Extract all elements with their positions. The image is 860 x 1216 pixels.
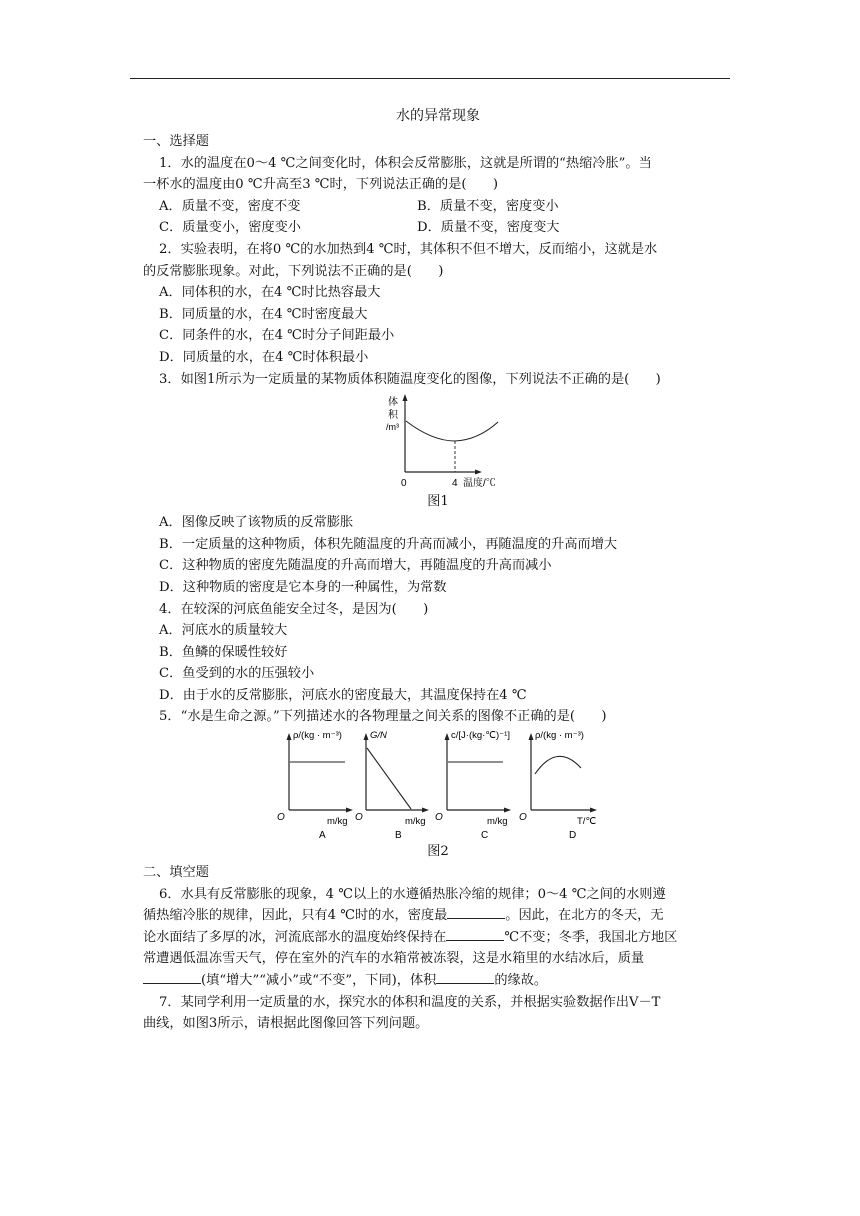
figure-1-caption: 图1: [427, 494, 449, 510]
fig2-c-ylabel: c/[J·(kg·℃)⁻¹]: [451, 730, 510, 742]
fig2-d-ylabel: ρ/(kg · m⁻³): [535, 730, 584, 742]
fig1-x-arrow: [475, 470, 482, 475]
fig2-a-origin: O: [277, 812, 285, 824]
q4-option-a: A．河底水的质量较大: [159, 623, 288, 639]
fig2-d-curve: [535, 756, 581, 774]
q6-line5-text-b: 的缘故。: [494, 973, 548, 989]
q2-option-d: D．同质量的水，在4 ℃时体积最小: [159, 349, 369, 365]
q6-line4: 常遭遇低温冻雪天气，停在室外的汽车的水箱常被冻裂，这是水箱里的水结冰后，质量: [143, 951, 645, 967]
q6-line5: [143, 970, 733, 992]
q6-line2-text-a: 循热缩冷胀的规律，因此，只有4 ℃时的水，密度最: [143, 908, 448, 924]
fig2-b-xlabel: m/kg: [405, 816, 426, 828]
q4-option-c: C．鱼受到的水的压强较小: [159, 666, 315, 682]
section-heading-choice: 一、选择题: [143, 134, 209, 149]
q1-stem-line2: 一杯水的温度由0 ℃升高至3 ℃时，下列说法正确的是( ): [143, 177, 499, 193]
fig2-c-letter: C: [481, 830, 489, 842]
q4-stem: 4．在较深的河底鱼能安全过冬，是因为( ): [159, 601, 429, 617]
q2-option-b: B．同质量的水，在4 ℃时密度最大: [159, 306, 368, 322]
q1-option-c: C．质量变小，密度变小: [159, 220, 301, 236]
q6-blank-4[interactable]: [436, 971, 494, 984]
fig2-b-ylabel: G/N: [370, 730, 387, 742]
fig2-d-letter: D: [569, 830, 577, 842]
q6-line2-text-b: 。因此，在北方的冬天，无: [505, 908, 664, 924]
q1-options-row2: [143, 217, 733, 239]
fig2-b-letter: B: [395, 830, 402, 842]
fig1-curve: [406, 421, 498, 441]
fig2-graph-c: [435, 730, 511, 841]
q6-line3: [143, 927, 733, 949]
fig2-a-xlabel: m/kg: [327, 816, 348, 828]
q2-option-c: C．同条件的水，在4 ℃时分子间距最小: [159, 328, 395, 344]
q6-blank-1[interactable]: [447, 906, 505, 919]
fig2-d-origin: O: [519, 812, 527, 824]
fig2-graph-b: [355, 730, 429, 841]
fig1-ylabel-2: 积: [388, 410, 398, 422]
fig2-graph-d: [519, 730, 597, 841]
q1-option-a: A．质量不变，密度不变: [159, 198, 301, 214]
worksheet: [143, 105, 733, 1035]
fig2-graph-a: [277, 730, 353, 841]
header-rule: [130, 78, 730, 79]
q6-line3-text-a: 论水面结了多厚的冰，河流底部水的温度始终保持在: [143, 929, 447, 945]
fig2-a-letter: A: [319, 830, 326, 842]
figure-2-graphs: [275, 728, 615, 840]
q6-blank-2[interactable]: [446, 928, 504, 941]
q3-option-a: A．图像反映了该物质的反常膨胀: [159, 515, 354, 531]
q6-line1: 6．水具有反常膨胀的现象，4 ℃以上的水遵循热胀冷缩的规律；0～4 ℃之间的水则遵: [159, 886, 666, 902]
q6-line5-text-a: (填“增大”“减小”或“不变”，下同)，体积: [201, 973, 437, 989]
q1-stem-line1: 1．水的温度在0～4 ℃之间变化时，体积会反常膨胀，这就是所谓的“热缩冷胀”。当: [159, 155, 652, 171]
q3-option-b: B．一定质量的这种物质，体积先随温度的升高而减小，再随温度的升高而增大: [159, 536, 618, 552]
q6-line2: [143, 905, 733, 927]
figure-2: [143, 728, 733, 842]
fig2-a-ylabel: ρ/(kg · m⁻³): [293, 730, 342, 742]
fig2-c-xlabel: m/kg: [487, 816, 508, 828]
q2-stem-line1: 2．实验表明，在将0 ℃的水加热到4 ℃时，其体积不但不增大，反而缩小，这就是水: [159, 241, 658, 257]
fig1-origin: 0: [401, 478, 407, 490]
fig1-xlabel: 温度/℃: [463, 478, 496, 490]
fig1-tick-4: 4: [452, 478, 458, 490]
figure-1-graph: [358, 392, 496, 490]
figure-2-caption: 图2: [427, 844, 449, 860]
q1-option-d: D．质量不变，密度变大: [417, 220, 560, 236]
q7-line2: 曲线，如图3所示，请根据此图像回答下列问题。: [143, 1016, 429, 1032]
page-title: 水的异常现象: [396, 108, 480, 124]
fig2-c-origin: O: [435, 812, 443, 824]
fig2-d-xlabel: T/℃: [577, 816, 597, 828]
q1-option-b: B．质量不变，密度变小: [417, 198, 559, 214]
fig1-ylabel-1: 体: [388, 397, 398, 409]
q6-line3-text-b: ℃不变；冬季，我国北方地区: [504, 929, 678, 945]
q4-option-b: B．鱼鳞的保暖性较好: [159, 644, 288, 660]
fig2-b-line: [367, 748, 411, 809]
q2-option-a: A．同体积的水，在4 ℃时比热容最大: [159, 285, 381, 301]
q3-option-d: D．这种物质的密度是它本身的一种属性，为常数: [159, 579, 447, 595]
q1-options-row1: [143, 196, 733, 218]
fig1-ylabel-3: /m³: [386, 422, 399, 433]
q7-line1: 7．某同学利用一定质量的水，探究水的体积和温度的关系，并根据实验数据作出V－T: [159, 994, 661, 1010]
q6-blank-3[interactable]: [143, 971, 201, 984]
q4-option-d: D．由于水的反常膨胀，河底水的密度最大，其温度保持在4 ℃: [159, 687, 527, 703]
q2-stem-line2: 的反常膨胀现象。对此，下列说法不正确的是( ): [143, 263, 444, 279]
section-heading-fill: 二、填空题: [143, 865, 209, 881]
fig1-y-arrow: [403, 394, 408, 401]
figure-1: [143, 390, 733, 492]
fig2-b-origin: O: [355, 812, 363, 824]
q3-option-c: C．这种物质的密度先随温度的升高而增大，再随温度的升高而减小: [159, 558, 552, 574]
q5-stem: 5．“水是生命之源。”下列描述水的各物理量之间关系的图像不正确的是( ): [159, 709, 607, 725]
q3-stem: 3．如图1所示为一定质量的某物质体积随温度变化的图像，下列说法不正确的是( ): [159, 371, 661, 387]
